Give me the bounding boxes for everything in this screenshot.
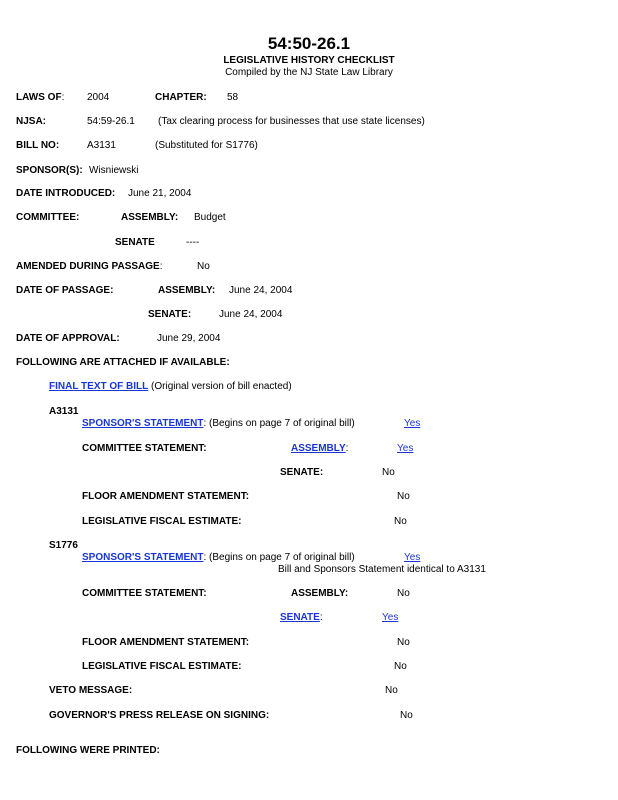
s1776-assembly-value: No bbox=[397, 588, 410, 599]
amended-label: AMENDED DURING PASSAGE bbox=[16, 261, 160, 272]
s1776-assembly-label: ASSEMBLY: bbox=[291, 588, 349, 599]
s1776-floor-value: No bbox=[397, 637, 410, 648]
bill-no-value: A3131 bbox=[87, 140, 116, 151]
checklist-heading: LEGISLATIVE HISTORY CHECKLIST bbox=[223, 55, 395, 66]
a3131-committee-label: COMMITTEE STATEMENT: bbox=[82, 443, 207, 454]
s1776-fiscal-label: LEGISLATIVE FISCAL ESTIMATE: bbox=[82, 661, 242, 672]
committee-senate-value: ---- bbox=[186, 237, 200, 248]
committee-label: COMMITTEE: bbox=[16, 212, 80, 223]
sponsors-value: Wisniewski bbox=[89, 165, 139, 176]
s1776-sponsor-yes-link[interactable]: Yes bbox=[404, 552, 421, 563]
a3131-sponsor-note: : (Begins on page 7 of original bill) bbox=[203, 418, 355, 429]
s1776-committee-label: COMMITTEE STATEMENT: bbox=[82, 588, 207, 599]
passage-senate-value: June 24, 2004 bbox=[219, 309, 283, 320]
s1776-sponsor-note: : (Begins on page 7 of original bill) bbox=[203, 552, 355, 563]
a3131-floor-label: FLOOR AMENDMENT STATEMENT: bbox=[82, 491, 250, 502]
amended-value: No bbox=[197, 261, 210, 272]
final-text-link[interactable]: FINAL TEXT OF BILL bbox=[49, 381, 149, 392]
passage-label: DATE OF PASSAGE: bbox=[16, 285, 114, 296]
s1776-senate-row bbox=[280, 612, 323, 624]
a3131-assembly-link[interactable]: ASSEMBLY bbox=[291, 443, 346, 454]
passage-senate-label: SENATE: bbox=[148, 309, 192, 320]
njsa-description: (Tax clearing process for businesses that use state licenses) bbox=[158, 116, 425, 127]
s1776-floor-label: FLOOR AMENDMENT STATEMENT: bbox=[82, 637, 250, 648]
committee-assembly-label: ASSEMBLY: bbox=[121, 212, 179, 223]
a3131-floor-value: No bbox=[397, 491, 410, 502]
s1776-senate-colon: : bbox=[319, 612, 323, 623]
a3131-label: A3131 bbox=[49, 406, 79, 417]
compiled-by: Compiled by the NJ State Law Library bbox=[225, 67, 393, 78]
amended-colon: : bbox=[159, 261, 163, 272]
a3131-sponsor-row bbox=[82, 418, 355, 430]
approval-value: June 29, 2004 bbox=[157, 333, 221, 344]
passage-assembly-value: June 24, 2004 bbox=[229, 285, 293, 296]
veto-value: No bbox=[385, 685, 398, 696]
a3131-assembly-yes-link[interactable]: Yes bbox=[397, 443, 414, 454]
bill-no-label: BILL NO: bbox=[16, 140, 60, 151]
final-text-row bbox=[49, 381, 292, 393]
laws-of-value: 2004 bbox=[87, 92, 110, 103]
date-introduced-label: DATE INTRODUCED: bbox=[16, 188, 116, 199]
chapter-value: 58 bbox=[227, 92, 239, 103]
committee-senate-label: SENATE bbox=[115, 237, 155, 248]
printed-heading: FOLLOWING WERE PRINTED: bbox=[16, 745, 160, 756]
a3131-senate-value: No bbox=[382, 467, 395, 478]
a3131-assembly-row bbox=[291, 443, 348, 455]
s1776-sponsor-row bbox=[82, 552, 355, 564]
laws-of-label: LAWS OF bbox=[16, 92, 62, 103]
s1776-identical-note: Bill and Sponsors Statement identical to A3131 bbox=[278, 564, 486, 575]
a3131-fiscal-value: No bbox=[394, 516, 407, 527]
a3131-sponsor-statement-link[interactable]: SPONSOR'S STATEMENT bbox=[82, 418, 204, 429]
laws-of-colon: : bbox=[61, 92, 65, 103]
committee-assembly-value: Budget bbox=[194, 212, 226, 223]
governor-label: GOVERNOR'S PRESS RELEASE ON SIGNING: bbox=[49, 710, 270, 721]
s1776-sponsor-statement-link[interactable]: SPONSOR'S STATEMENT bbox=[82, 552, 204, 563]
s1776-label: S1776 bbox=[49, 540, 78, 551]
s1776-fiscal-value: No bbox=[394, 661, 407, 672]
a3131-sponsor-yes-link[interactable]: Yes bbox=[404, 418, 421, 429]
page-title: 54:50-26.1 bbox=[267, 34, 351, 53]
njsa-value: 54:59-26.1 bbox=[87, 116, 135, 127]
njsa-label: NJSA: bbox=[16, 116, 47, 127]
chapter-label: CHAPTER: bbox=[155, 92, 207, 103]
bill-no-note: (Substituted for S1776) bbox=[155, 140, 258, 151]
sponsors-label: SPONSOR(S): bbox=[16, 165, 83, 176]
governor-value: No bbox=[400, 710, 413, 721]
attached-heading: FOLLOWING ARE ATTACHED IF AVAILABLE: bbox=[16, 357, 230, 368]
laws-of-row bbox=[16, 92, 64, 104]
passage-assembly-label: ASSEMBLY: bbox=[158, 285, 216, 296]
s1776-senate-link[interactable]: SENATE bbox=[280, 612, 320, 623]
a3131-fiscal-label: LEGISLATIVE FISCAL ESTIMATE: bbox=[82, 516, 242, 527]
a3131-senate-label: SENATE: bbox=[280, 467, 324, 478]
veto-label: VETO MESSAGE: bbox=[49, 685, 133, 696]
date-introduced-value: June 21, 2004 bbox=[128, 188, 192, 199]
a3131-assembly-colon: : bbox=[345, 443, 349, 454]
s1776-senate-yes-link[interactable]: Yes bbox=[382, 612, 399, 623]
approval-label: DATE OF APPROVAL: bbox=[16, 333, 120, 344]
final-text-note: (Original version of bill enacted) bbox=[151, 381, 292, 392]
amended-row bbox=[16, 261, 163, 273]
